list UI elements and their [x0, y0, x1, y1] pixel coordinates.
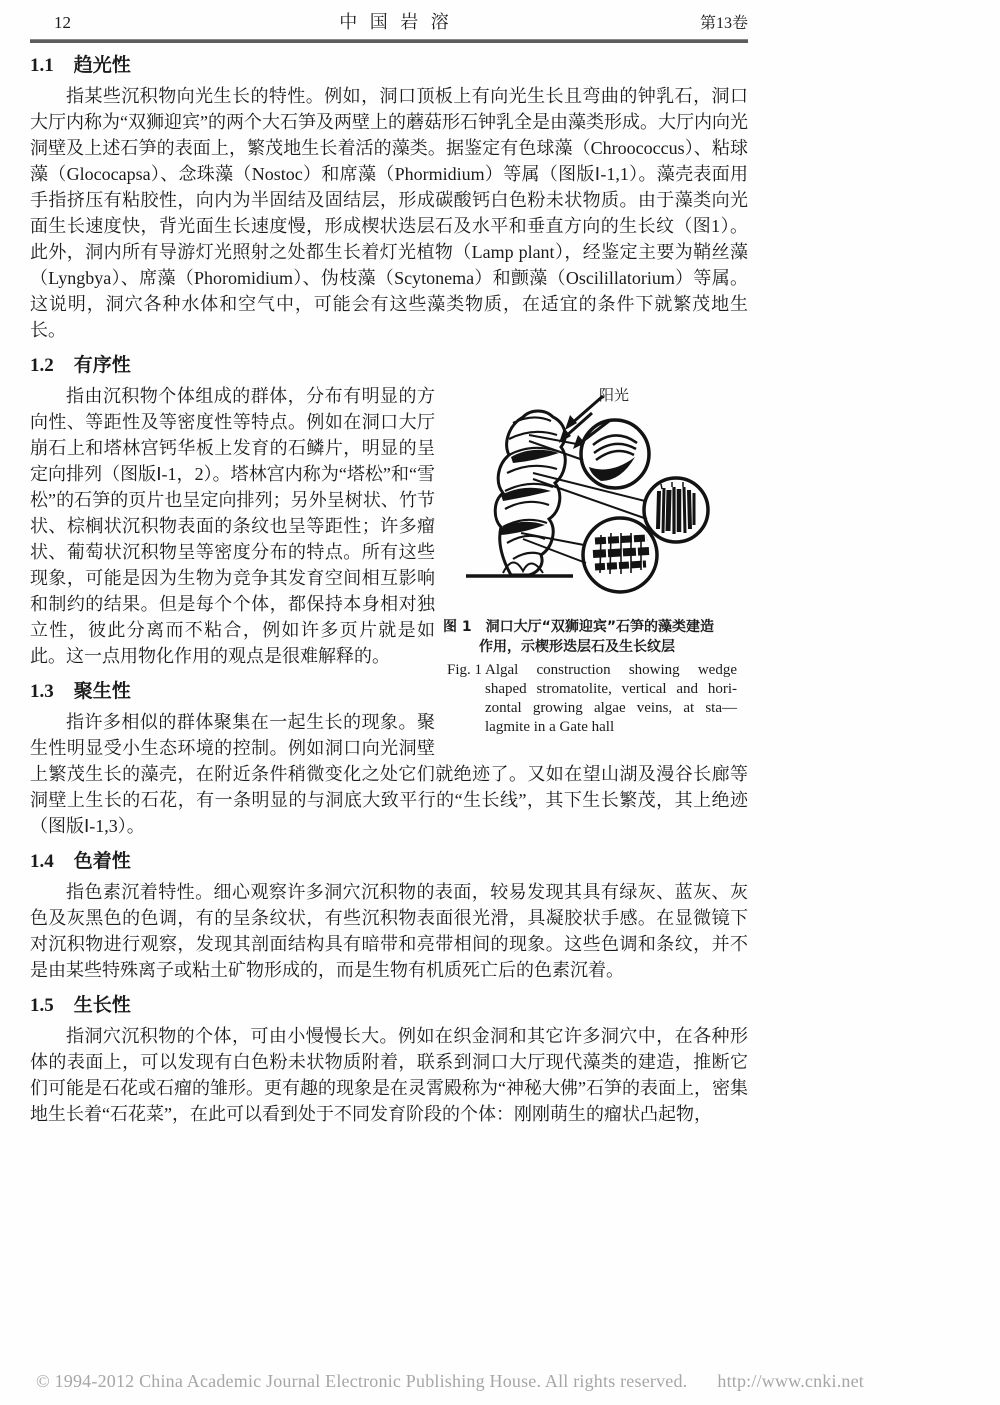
- figure-label: 图 1: [443, 619, 472, 635]
- section-number: 1.5: [30, 995, 54, 1016]
- stalagmite-illustration: [453, 383, 743, 613]
- caption-en-line: Algal construction showing wedge: [485, 662, 737, 678]
- figure-caption-en: [443, 661, 737, 737]
- section-heading-1-1: [30, 53, 748, 78]
- section-title: 生长性: [73, 994, 131, 1016]
- magnifier-circle-horizontal-bands: [583, 518, 657, 592]
- section-heading-1-5: [30, 993, 748, 1018]
- section-title: 聚生性: [73, 680, 131, 702]
- magnifier-circle-wedge: [581, 420, 649, 488]
- header-rule: [30, 39, 748, 43]
- section-title: 有序性: [73, 354, 131, 376]
- section-body-1-1: 指某些沉积物向光生长的特性。例如，洞口顶板上有向光生长且弯曲的钟乳石，洞口大厅内称为“双狮迎宾”的两个大石笋及两壁上的蘑菇形石钟乳全是由藻类形成。大厅内向光洞壁及上述石笋的表面上，繁茂地生长着活的藻类。据鉴定有色球藻（Chroococcus）、粘球藻（Glococapsa）、念珠藻（Nostoc）和席藻（Phormidium）等属（图版Ⅰ-1,1）。藻壳表面用手指挤压有粘胶性，向内为半固结及固结层，形成碳酸钙白色粉未状物质。由于藻类向光面生长速度快，背光面生长速度慢，形成楔状迭层石及水平和垂直方向的生长纹（图1）。此外，洞内所有导游灯光照射之处都生长着灯光植物（Lamp plant），经鉴定主要为鞘丝藻（Lyngbya）、席藻（Phoromidium）、伪枝藻（Scytonema）和颤藻（Oscilillatorium）等属。这说明，洞穴各种水体和空气中，可能会有这些藻类物质，在适宜的条件下就繁茂地生长。: [30, 86, 748, 340]
- figure-1: [443, 383, 748, 737]
- section-number: 1.1: [30, 55, 54, 76]
- caption-en-line: shaped stromatolite, vertical and hori-: [485, 681, 737, 697]
- page-number: 12: [54, 13, 71, 32]
- section-heading-1-4: [30, 849, 748, 874]
- section-body-1-4: 指色素沉着特性。细心观察许多洞穴沉积物的表面，较易发现其具有绿灰、蓝灰、灰色及灰黑色的色调，有的呈条纹状，有些沉积物表面很光滑，具凝胶状手感。在显微镜下对沉积物进行观察，发现其剖面结构具有暗带和亮带相间的现象。这些色调和条纹，并不是由某些特殊离子或粘土矿物形成的，而是生物有机质死亡后的色素沉着。: [30, 882, 748, 980]
- section-number: 1.2: [30, 355, 54, 376]
- page-content: [30, 8, 748, 1127]
- section-body-1-2: 指由沉积物个体组成的群体，分布有明显的方向性、等距性及等密度性等特点。例如在洞口大厅崩石上和塔林宫钙华板上发育的石鳞片，明显的呈定向排列（图版Ⅰ-1，2）。塔林宫内称为“塔松”和“雪松”的石笋的页片也呈定向排列；另外呈树状、竹节状、棕榈状沉积物表面的条纹也呈等距性；许多瘤状、葡萄状沉积物呈等密度分布的特点。所有这些现象，可能是因为生物为竞争其发育空间相互影响和制约的结果。但是每个个体，都保持本身相对独立性，彼此分离而不粘合，例如许多页片就是如此。这一点用物化作用的观点是很难解释的。: [30, 386, 435, 666]
- copyright-text: © 1994-2012 China Academic Journal Electronic Publishing House. All rights reserved.: [36, 1371, 688, 1391]
- volume-label: 第13卷: [699, 15, 748, 32]
- section-heading-1-2: [30, 353, 748, 378]
- caption-en-line: zontal growing algae veins, at sta—: [485, 700, 737, 716]
- figure-caption-zh-line1: 图 1 洞口大厅“双狮迎宾”石笋的藻类建造: [443, 619, 715, 635]
- caption-en-line: lagmite in a Gate hall: [485, 719, 615, 735]
- section-body-1-5: 指洞穴沉积物的个体，可由小慢慢长大。例如在织金洞和其它许多洞穴中，在各种形体的表面上，可以发现有白色粉未状物质附着，联系到洞口大厅现代藻类的建造，推断它们可能是石花或石瘤的雏形。更有趣的现象是在灵霄殿称为“神秘大佛”石笋的表面上，密集地生长着“石花菜”，在此可以看到处于不同发育阶段的个体：刚刚萌生的瘤状凸起物，: [30, 1026, 748, 1124]
- section-title: 趋光性: [73, 54, 131, 76]
- section-number: 1.3: [30, 681, 54, 702]
- copyright-footer: [36, 1371, 956, 1392]
- sunlight-label: 阳光: [599, 388, 630, 404]
- section-body-1-3: 指许多相似的群体聚集在一起生长的现象。聚生性明显受小生态环境的控制。例如洞口向光洞壁上繁茂生长的藻壳，在附近条件稍微变化之处它们就绝迹了。又如在望山湖及漫谷长廊等洞壁上生长的石花，有一条明显的与洞底大致平行的“生长线”，其下生长繁茂，其上绝迹（图版Ⅰ-1,3）。: [30, 712, 748, 836]
- magnifier-circle-vertical-veins: [644, 478, 708, 542]
- figure-label-en: Fig. 1: [447, 662, 483, 678]
- page-header: [30, 8, 748, 32]
- figure-caption-zh-line2: 作用，示楔形迭层石及生长纹层: [479, 639, 675, 655]
- figure-caption-zh: [443, 617, 748, 657]
- journal-title: 中 国 岩 溶: [339, 12, 453, 32]
- cnki-url: http://www.cnki.net: [717, 1371, 864, 1391]
- section-number: 1.4: [30, 851, 54, 872]
- section-title: 色着性: [73, 850, 131, 872]
